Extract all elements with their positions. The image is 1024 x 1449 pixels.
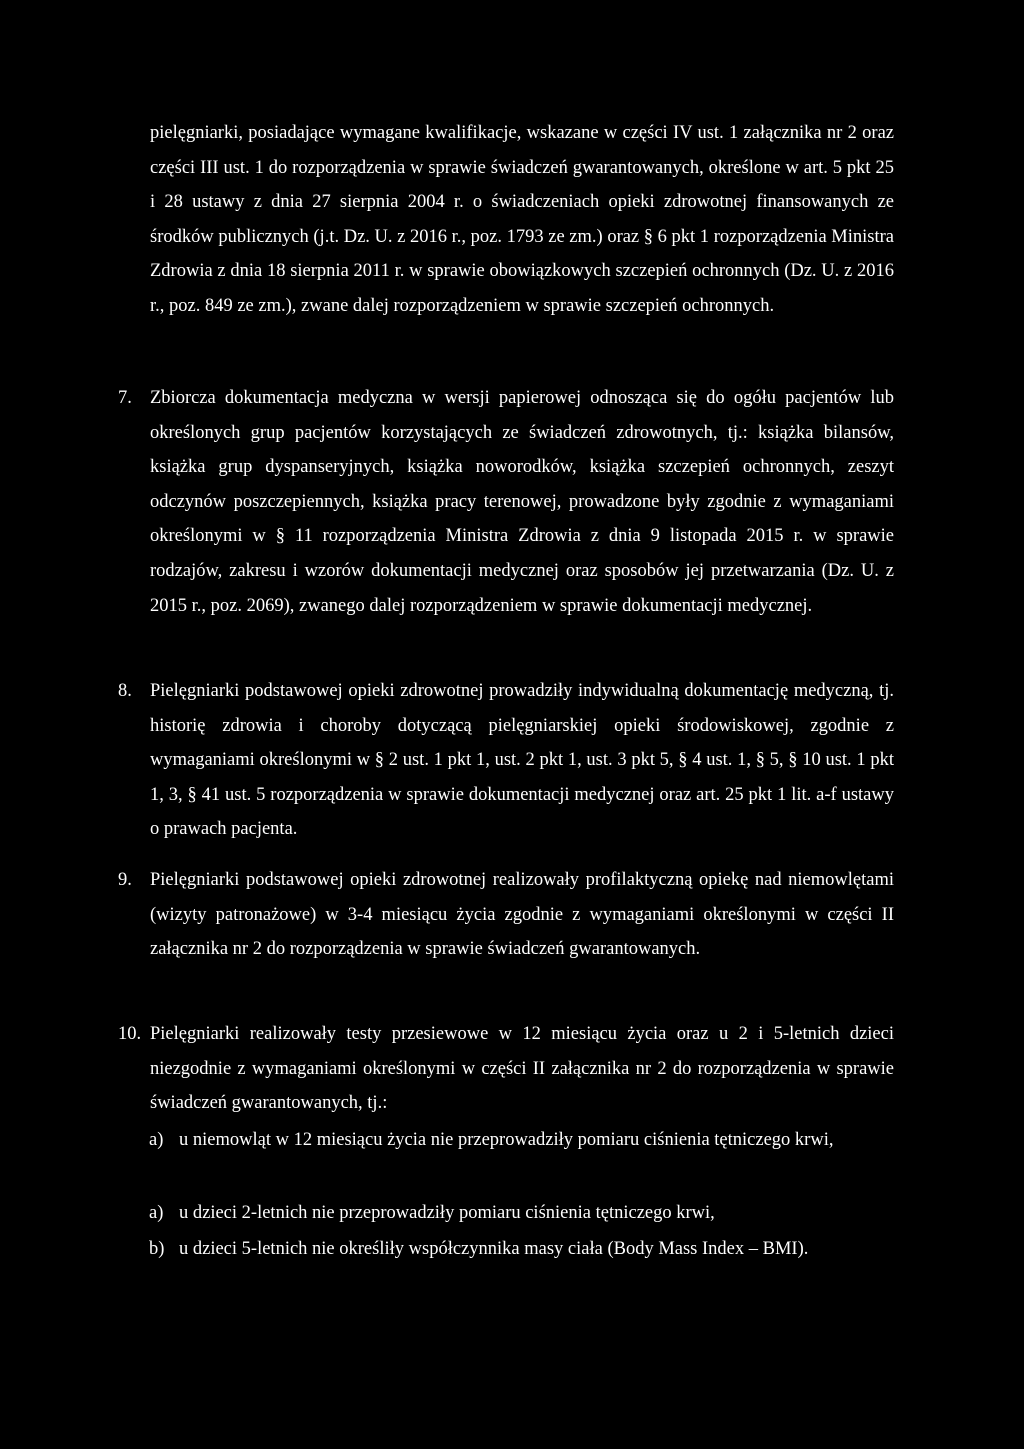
- sub-item-letter: b): [149, 1239, 165, 1259]
- list-item-text: Pielęgniarki podstawowej opieki zdrowotnej prowadziły indywidualną dokumentację medyczną, tj. historię zdrowia i choroby dotyczącą pielęgniarskiej opieki środowiskowej, zgodnie z wymaganiami określonymi w § 2 ust. 1 pkt 1, ust. 2 pkt 1, ust. 3 pkt 5, § 4 ust. 1, § 5, § 10 ust. 1 pkt 1, 3, § 41 ust. 5 rozporządzenia w sprawie dokumentacji medycznej oraz art. 25 pkt 1 lit. a-f ustawy o prawach pacjenta.: [150, 681, 894, 840]
- list-item-8: [118, 674, 894, 847]
- sub-item-letter: a): [149, 1130, 164, 1150]
- intro-paragraph: pielęgniarki, posiadające wymagane kwalifikacje, wskazane w części IV ust. 1 załącznika nr 2 oraz części III ust. 1 do rozporządzenia w sprawie świadczeń gwarantowanych, określone w art. 5 pkt 25 i 28 ustawy z dnia 27 sierpnia 2004 r. o świadczeniach opieki zdrowotnej finansowanych ze środków publicznych (j.t. Dz. U. z 2016 r., poz. 1793 ze zm.) oraz § 6 pkt 1 rozporządzenia Ministra Zdrowia z dnia 18 sierpnia 2011 r. w sprawie obowiązkowych szczepień ochronnych (Dz. U. z 2016 r., poz. 849 ze zm.), zwane dalej rozporządzeniem w sprawie szczepień ochronnych.: [150, 123, 894, 316]
- list-item-7: [118, 381, 894, 623]
- list-item-number: 9.: [118, 870, 132, 890]
- list-item-10: [118, 1017, 894, 1121]
- sub-item-text: u niemowląt w 12 miesiącu życia nie przeprowadziły pomiaru ciśnienia tętniczego krwi,: [179, 1130, 834, 1150]
- list-item-number: 8.: [118, 681, 132, 701]
- sub-item-b-5-year-olds: [149, 1232, 894, 1267]
- list-item-text: Pielęgniarki realizowały testy przesiewowe w 12 miesiącu życia oraz u 2 i 5-letnich dzieci niezgodnie z wymaganiami określonymi w części II załącznika nr 2 do rozporządzenia w sprawie świadczeń gwarantowanych, tj.:: [150, 1024, 894, 1114]
- list-item-number: 10.: [118, 1024, 142, 1044]
- sub-item-letter: a): [149, 1203, 164, 1223]
- list-item-text: Pielęgniarki podstawowej opieki zdrowotnej realizowały profilaktyczną opiekę nad niemowlętami (wizyty patronażowe) w 3-4 miesiącu życia zgodnie z wymaganiami określonymi w części II załącznika nr 2 do rozporządzenia w sprawie świadczeń gwarantowanych.: [150, 870, 894, 960]
- sub-item-text: u dzieci 5-letnich nie określiły współczynnika masy ciała (Body Mass Index – BMI).: [179, 1239, 809, 1259]
- list-item-text: Zbiorcza dokumentacja medyczna w wersji papierowej odnosząca się do ogółu pacjentów lub określonych grup pacjentów korzystających ze świadczeń zdrowotnych, tj.: książka bilansów, książka grup dyspanseryjnych, książka noworodków, książka szczepień ochronnych, zeszyt odczynów poszczepiennych, książka pracy terenowej, prowadzone były zgodnie z wymaganiami określonymi w § 11 rozporządzenia Ministra Zdrowia z dnia 9 listopada 2015 r. w sprawie rodzajów, zakresu i wzorów dokumentacji medycznej oraz sposobów jej przetwarzania (Dz. U. z 2015 r., poz. 2069), zwanego dalej rozporządzeniem w sprawie dokumentacji medycznej.: [150, 388, 894, 616]
- list-item-number: 7.: [118, 388, 132, 408]
- sub-item-a-2-year-olds: [149, 1196, 894, 1231]
- sub-item-text: u dzieci 2-letnich nie przeprowadziły pomiaru ciśnienia tętniczego krwi,: [179, 1203, 715, 1223]
- sub-item-a-infants: [149, 1123, 894, 1158]
- list-item-9: [118, 863, 894, 967]
